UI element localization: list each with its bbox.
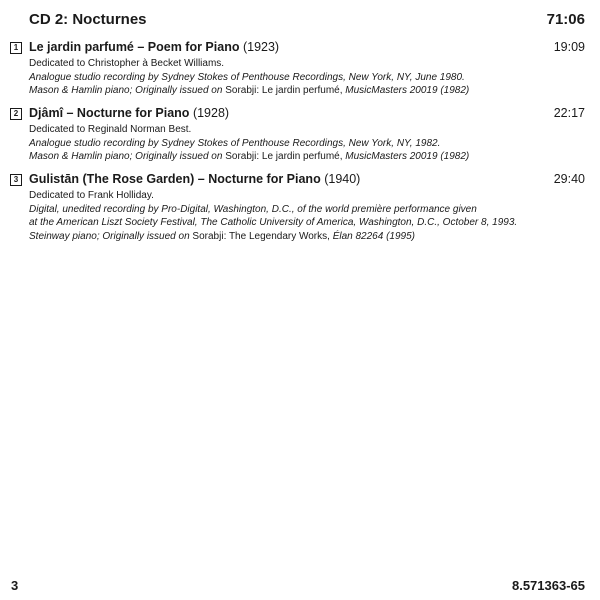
track-number-box: 1	[10, 42, 22, 54]
track-notes	[29, 57, 469, 98]
issue-prefix: Mason & Hamlin piano; Originally issued on	[29, 85, 223, 96]
issue-prefix: Mason & Hamlin piano; Originally issued on	[29, 151, 223, 162]
track-title: Gulistān (The Rose Garden) – Nocturne for Piano	[29, 172, 321, 186]
track-recording: Analogue studio recording by Sydney Stokes of Penthouse Recordings, New York, NY, 1982.	[29, 137, 441, 149]
track-duration: 29:40	[553, 172, 585, 186]
track-recording: Digital, unedited recording by Pro-Digital, Washington, D.C., of the world première performance given	[29, 203, 477, 215]
track-number-box: 2	[10, 108, 22, 120]
track-issue	[29, 150, 469, 164]
track-entry	[10, 40, 585, 96]
track-heading	[29, 106, 229, 120]
cd-header	[29, 11, 585, 31]
track-title: Le jardin parfumé – Poem for Piano	[29, 40, 240, 54]
track-title: Djâmî – Nocturne for Piano	[29, 106, 190, 120]
track-entry	[10, 106, 585, 162]
track-notes	[29, 123, 469, 164]
issue-title: Sorabji: The Legendary Works,	[189, 230, 333, 242]
cd-title: CD 2: Nocturnes	[29, 11, 147, 28]
track-heading	[29, 40, 279, 54]
track-dedication: Dedicated to Reginald Norman Best.	[29, 124, 192, 135]
track-issue	[29, 84, 469, 98]
track-year: (1928)	[192, 106, 230, 120]
cd-total-duration: 71:06	[546, 11, 585, 28]
issue-label: Élan 82264 (1995)	[332, 230, 415, 242]
track-recording: at the American Liszt Society Festival, The Catholic University of America, Washington, D.C., October 8, 1993.	[29, 217, 518, 228]
track-dedication: Dedicated to Frank Holliday.	[29, 190, 154, 201]
track-issue	[29, 230, 517, 244]
track-year: (1940)	[324, 172, 361, 186]
track-entry	[10, 172, 585, 242]
issue-prefix: Steinway piano; Originally issued on	[29, 230, 190, 242]
page-number: 3	[11, 578, 19, 593]
issue-title: Sorabji: Le jardin perfumé,	[222, 85, 346, 96]
track-number-box: 3	[10, 174, 22, 186]
track-year: (1923)	[242, 40, 280, 54]
issue-label: MusicMasters 20019 (1982)	[345, 151, 470, 162]
track-heading	[29, 172, 360, 186]
track-recording: Analogue studio recording by Sydney Stokes of Penthouse Recordings, New York, NY, June 1980.	[29, 71, 465, 83]
issue-label: MusicMasters 20019 (1982)	[345, 85, 470, 96]
catalog-number: 8.571363-65	[511, 578, 585, 593]
track-dedication: Dedicated to Christopher à Becket Williams.	[29, 58, 225, 69]
track-duration: 22:17	[553, 106, 585, 120]
track-notes	[29, 189, 517, 243]
track-duration: 19:09	[553, 40, 585, 54]
issue-title: Sorabji: Le jardin perfumé,	[222, 151, 346, 162]
